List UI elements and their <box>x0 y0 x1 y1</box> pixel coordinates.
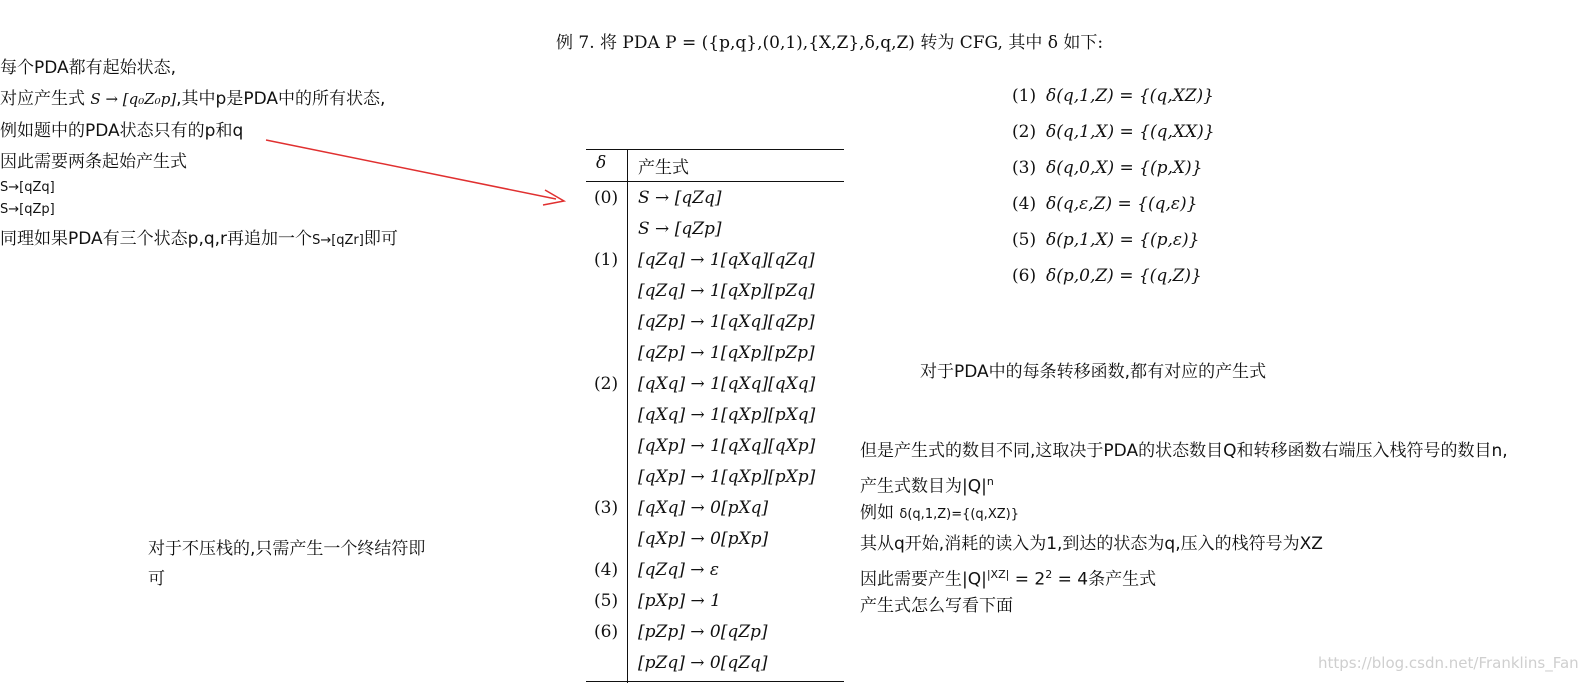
row-production: [qXp] → 0[pXp] <box>638 529 769 549</box>
table-header-rule <box>586 181 844 182</box>
row-production: S → [qZq] <box>638 188 722 208</box>
table-row <box>586 617 844 648</box>
transition-expr: δ(p,1,X) = {(p,ε)} <box>1046 230 1200 250</box>
row-number: (0) <box>594 188 619 208</box>
row-production: [qZq] → 1[qXp][pZq] <box>638 281 815 301</box>
row-number: (4) <box>594 560 619 580</box>
transition-number: (6) <box>1012 266 1037 286</box>
transition-number: (2) <box>1012 122 1037 142</box>
table-header-production: 产生式 <box>638 158 689 178</box>
table-row <box>586 524 844 555</box>
note-math: S → [q₀Z₀p] <box>90 90 177 108</box>
table-row <box>586 555 844 586</box>
note-each-transition: 对于PDA中的每条转移函数,都有对应的产生式 <box>920 362 1267 382</box>
table-header-delta: δ <box>596 153 607 173</box>
note-suffix: ,其中p是PDA中的所有状态, <box>176 89 386 109</box>
note-prefix: 同理如果PDA有三个状态p,q,r再追加一个 <box>0 229 313 249</box>
row-production: [pXp] → 1 <box>638 591 721 611</box>
table-row <box>586 245 844 276</box>
table-row <box>586 493 844 524</box>
row-number: (5) <box>594 591 619 611</box>
table-row <box>586 338 844 369</box>
note-production-count <box>860 440 1508 626</box>
table-row <box>586 307 844 338</box>
note-start-states: 每个PDA都有起始状态, <box>0 58 177 78</box>
transition-item <box>1012 118 1215 154</box>
table-top-rule <box>586 149 844 150</box>
transition-item <box>1012 262 1215 298</box>
transition-expr: δ(q,ε,Z) = {(q,ε)} <box>1046 194 1198 214</box>
note-example-states: 例如题中的PDA状态只有的p和q <box>0 121 244 141</box>
row-production: [qXp] → 1[qXq][qXp] <box>638 436 816 456</box>
note-sup: n <box>986 475 994 488</box>
transition-item <box>1012 82 1215 118</box>
table-body <box>586 183 844 679</box>
transition-item <box>1012 154 1215 190</box>
note-sup: |XZ| <box>986 568 1010 581</box>
note-two-productions: 因此需要两条起始产生式 <box>0 152 187 172</box>
note-prefix: 例如 <box>860 503 894 523</box>
note-no-push-line1: 对于不压栈的,只需产生一个终结符即 <box>148 539 426 559</box>
transition-number: (4) <box>1012 194 1037 214</box>
transition-list <box>1012 82 1215 298</box>
note-count-line2 <box>860 471 1508 502</box>
row-production: [qZp] → 1[qXp][pZp] <box>638 343 815 363</box>
note-count-line3 <box>860 502 1508 533</box>
row-number: (3) <box>594 498 619 518</box>
table-row <box>586 183 844 214</box>
transition-number: (1) <box>1012 86 1037 106</box>
note-suffix: = 4条产生式 <box>1052 569 1157 590</box>
note-sup: 2 <box>1045 568 1053 581</box>
note-mid: = 2 <box>1009 569 1046 590</box>
transition-item <box>1012 226 1215 262</box>
transition-expr: δ(q,0,X) = {(p,X)} <box>1046 158 1203 178</box>
row-number: (2) <box>594 374 619 394</box>
row-production: [pZp] → 0[qZp] <box>638 622 768 642</box>
note-main: 产生式数目为|Q| <box>860 476 987 497</box>
table-row <box>586 462 844 493</box>
transition-expr: δ(q,1,X) = {(q,XX)} <box>1046 122 1215 142</box>
transition-expr: δ(p,0,Z) = {(q,Z)} <box>1046 266 1202 286</box>
row-production: [qXq] → 1[qXp][pXq] <box>638 405 816 425</box>
table-row <box>586 276 844 307</box>
watermark: https://blog.csdn.net/Franklins_Fan <box>1318 654 1579 672</box>
table-row <box>586 400 844 431</box>
row-production: [qZq] → ε <box>638 560 720 580</box>
row-production: [qXq] → 1[qXq][qXq] <box>638 374 816 394</box>
note-small: S→[qZr] <box>312 233 364 248</box>
transition-item <box>1012 190 1215 226</box>
table-row <box>586 431 844 462</box>
note-count-line6: 产生式怎么写看下面 <box>860 596 1013 616</box>
table-bottom-rule <box>586 681 844 682</box>
note-small: δ(q,1,Z)={(q,XZ)} <box>899 507 1019 522</box>
table-row <box>586 648 844 679</box>
production-table <box>586 149 844 683</box>
note-no-push-line2: 可 <box>148 569 165 589</box>
table-row <box>586 369 844 400</box>
transition-number: (5) <box>1012 230 1037 250</box>
note-count-line4: 其从q开始,消耗的读入为1,到达的状态为q,压入的栈符号为XZ <box>860 534 1323 554</box>
row-production: S → [qZp] <box>638 219 722 239</box>
table-row <box>586 214 844 245</box>
note-prefix: 对应产生式 <box>0 89 85 109</box>
transition-expr: δ(q,1,Z) = {(q,XZ)} <box>1046 86 1214 106</box>
transition-number: (3) <box>1012 158 1037 178</box>
row-production: [qXp] → 1[qXp][pXp] <box>638 467 816 487</box>
note-production-qzq: S→[qZq] <box>0 180 55 195</box>
note-production-qzp: S→[qZp] <box>0 202 55 217</box>
problem-statement: 例 7. 将 PDA P = ({p,q},(0,1),{X,Z},δ,q,Z) 转为 CFG, 其中 δ 如下: <box>556 33 1104 53</box>
note-prefix: 因此需要产生|Q| <box>860 569 987 590</box>
row-number: (1) <box>594 250 619 270</box>
row-number: (6) <box>594 622 619 642</box>
row-production: [qZp] → 1[qXq][qZp] <box>638 312 815 332</box>
note-count-line5 <box>860 564 1508 595</box>
row-production: [pZq] → 0[qZq] <box>638 653 768 673</box>
note-suffix: 即可 <box>363 229 398 249</box>
row-production: [qXq] → 0[pXq] <box>638 498 769 518</box>
note-count-line1: 但是产生式的数目不同,这取决于PDA的状态数目Q和转移函数右端压入栈符号的数目n, <box>860 441 1508 461</box>
table-row <box>586 586 844 617</box>
row-production: [qZq] → 1[qXq][qZq] <box>638 250 815 270</box>
